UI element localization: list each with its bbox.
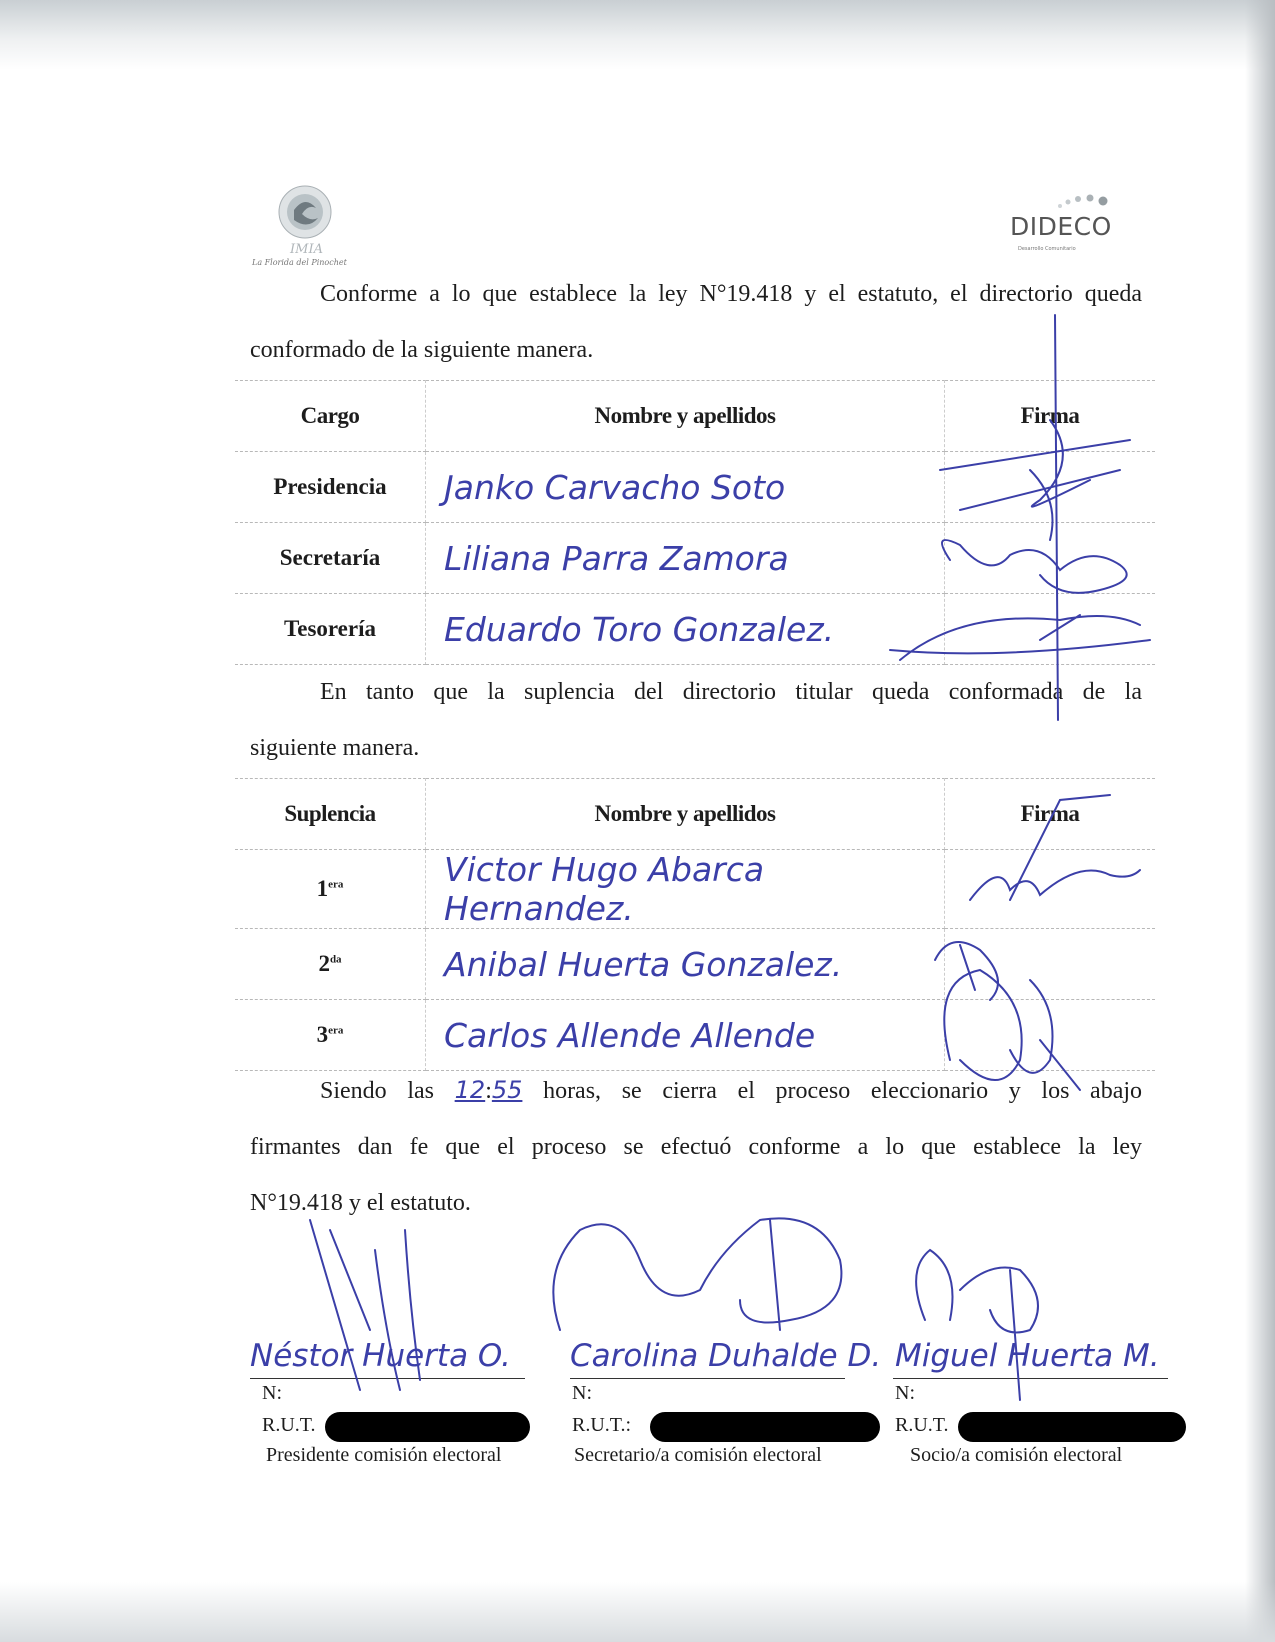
closing-line-2: firmantes dan fe que el proceso se efectuó conforme a lo que establece la ley — [250, 1134, 1142, 1160]
signature-cell — [945, 452, 1156, 523]
header-nombre: Nombre y apellidos — [426, 381, 945, 452]
table-header-row — [235, 779, 1155, 850]
handwritten-name: Victor Hugo Abarca Hernandez. — [426, 850, 945, 929]
table-row — [235, 1000, 1155, 1071]
minute-fill: 55 — [491, 1076, 523, 1104]
hour-fill: 12 — [454, 1076, 486, 1104]
intro-paragraph — [250, 266, 1142, 378]
signature-cell — [945, 850, 1156, 929]
suplencia-line-1: En tanto que la suplencia del directorio titular queda conformada de la — [320, 679, 1142, 705]
header-cargo: Cargo — [235, 381, 426, 452]
svg-text:IMIA: IMIA — [290, 242, 323, 257]
closing-paragraph — [250, 1062, 1142, 1231]
signature-secretario-comision — [553, 1218, 841, 1330]
suplencia-table — [235, 778, 1155, 1071]
intro-line-2: conformado de la siguiente manera. — [250, 337, 594, 363]
signature-line — [570, 1378, 845, 1379]
closing-line-1: Siendo las 12:55 horas, se cierra el proceso eleccionario y los abajo — [320, 1076, 1143, 1104]
intro-line-1: Conforme a lo que establece la ley N°19.418 y el estatuto, el directorio queda — [320, 281, 1142, 307]
signatory-handwritten-name: Carolina Duhalde D. — [570, 1338, 882, 1374]
handwritten-name: Anibal Huerta Gonzalez. — [426, 929, 945, 1000]
table-row — [235, 929, 1155, 1000]
signature-cell — [945, 929, 1156, 1000]
redaction-bar — [325, 1412, 530, 1442]
redaction-bar — [650, 1412, 880, 1442]
directorio-table — [235, 380, 1155, 665]
table-row — [235, 452, 1155, 523]
handwritten-name: Eduardo Toro Gonzalez. — [426, 594, 945, 665]
dots-icon — [1050, 190, 1130, 212]
n-label: N: — [895, 1382, 915, 1404]
ordinal-cell: $1^{era}$ — [235, 850, 426, 929]
handwritten-name: Janko Carvacho Soto — [426, 452, 945, 523]
ordinal-cell: $3^{era}$ — [235, 1000, 426, 1071]
ordinal-cell: $2^{da}$ — [235, 929, 426, 1000]
closing-line-3: N°19.418 y el estatuto. — [250, 1190, 471, 1216]
cargo-cell: Tesorería — [235, 594, 426, 665]
rut-label: R.U.T.: — [572, 1414, 632, 1436]
suplencia-line-2: siguiente manera. — [250, 735, 420, 761]
dideco-wordmark: DIDECO — [1010, 212, 1112, 241]
rut-label: R.U.T. — [262, 1414, 316, 1436]
dideco-subtitle: Desarrollo Comunitario — [1018, 246, 1076, 252]
dideco-logo — [1010, 190, 1140, 265]
signatory-handwritten-name: Néstor Huerta O. — [250, 1338, 511, 1374]
cargo-cell: Secretaría — [235, 523, 426, 594]
cargo-cell: Presidencia — [235, 452, 426, 523]
scan-shadow-top — [0, 0, 1275, 70]
n-label: N: — [262, 1382, 282, 1404]
signature-cell — [945, 523, 1156, 594]
handwritten-name: Liliana Parra Zamora — [426, 523, 945, 594]
n-label: N: — [572, 1382, 592, 1404]
signature-line — [893, 1378, 1168, 1379]
signatory-handwritten-name: Miguel Huerta M. — [895, 1338, 1160, 1374]
redaction-bar — [958, 1412, 1186, 1442]
role-label: Socio/a comisión electoral — [910, 1444, 1123, 1466]
table-header-row — [235, 381, 1155, 452]
municipal-seal-icon — [250, 180, 365, 260]
header-firma: Firma — [945, 779, 1156, 850]
header-suplencia: Suplencia — [235, 779, 426, 850]
rut-label: R.U.T. — [895, 1414, 949, 1436]
role-label: Presidente comisión electoral — [266, 1444, 502, 1466]
scan-shadow-right — [1245, 0, 1275, 1642]
header-nombre: Nombre y apellidos — [426, 779, 945, 850]
scan-shadow-bottom — [0, 1582, 1275, 1642]
header-firma: Firma — [945, 381, 1156, 452]
role-label: Secretario/a comisión electoral — [574, 1444, 822, 1466]
table-row — [235, 850, 1155, 929]
logo-caption: La Florida del Pinochet — [252, 258, 347, 267]
signature-line — [250, 1378, 525, 1379]
suplencia-paragraph — [250, 664, 1142, 776]
signature-cell — [945, 594, 1156, 665]
table-row — [235, 594, 1155, 665]
table-row — [235, 523, 1155, 594]
signature-cell — [945, 1000, 1156, 1071]
handwritten-name: Carlos Allende Allende — [426, 1000, 945, 1071]
